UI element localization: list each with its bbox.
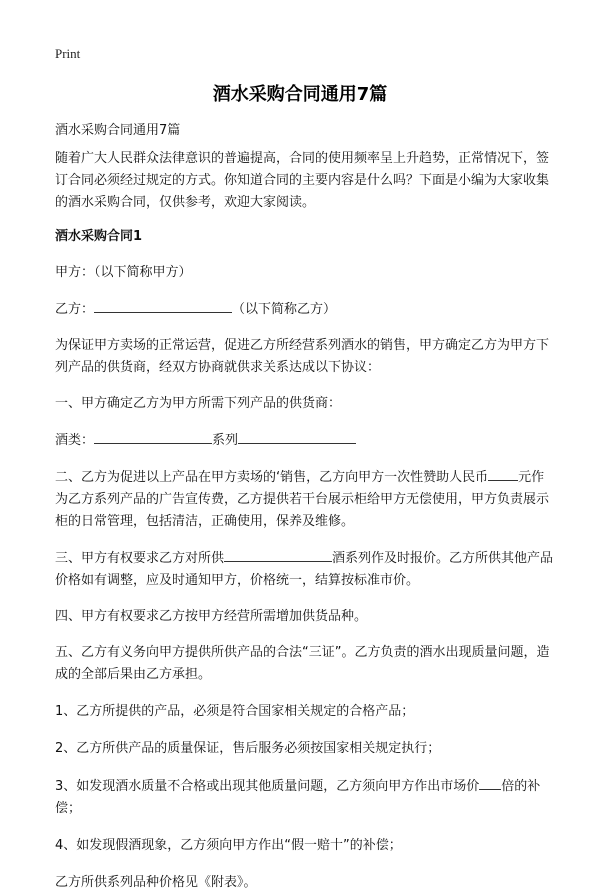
price-list-line: 乙方所供系列品种价格见《附表》。: [55, 875, 257, 890]
item-4: 4、如发现假酒现象，乙方须向甲方作出“假一赔十”的补偿；: [55, 838, 402, 853]
clause-2-part-a: 二、乙方为促进以上产品在甲方卖场的‘销售，乙方向甲方一次性赞助人民币: [55, 470, 489, 485]
item-3-part-b: 倍的补偿；: [55, 779, 541, 816]
clause-3-blank: [224, 547, 332, 562]
wine-type-blank-2: [238, 429, 356, 444]
item-2: 2、乙方所供产品的质量保证，售后服务必须按国家相关规定执行；: [55, 741, 441, 756]
page-title: 酒水采购合同通用7篇: [212, 84, 388, 105]
intro-paragraph: 随着广大人民群众法律意识的普遍提高，合同的使用频率呈上升趋势，正常情况下，签订合同必须经过规定的方式。你知道合同的主要内容是什么吗？下面是小编为大家收集的酒水采购合同，仅供参考，欢迎大家阅读。: [55, 151, 550, 210]
clause-3: [55, 547, 555, 592]
party-b-suffix: （以下简称乙方）: [232, 302, 337, 317]
item-1: 1、乙方所提供的产品，必须是符合国家相关规定的合格产品；: [55, 704, 415, 719]
clause-4: 四、甲方有权要求乙方按甲方经营所需增加供货品种。: [55, 609, 368, 624]
purpose-paragraph: 为保证甲方卖场的正常运营，促进乙方所经营系列酒水的销售，甲方确定乙方为甲方下列产品的供货商，经双方协商就供求关系达成以下协议：: [55, 338, 550, 375]
party-b-prefix: 乙方：: [55, 302, 95, 317]
print-link[interactable]: Print: [55, 46, 81, 61]
document-subtitle: 酒水采购合同通用7篇: [55, 123, 181, 138]
clause-2-part-b: 元作为乙方系列产品的广告宣传费，乙方提供若干台展示柜给甲方无偿使用，甲方负责展示柜的日常管理，包括清洁，正确使用，保养及维修。: [55, 470, 550, 529]
document-body: [55, 120, 555, 894]
clause-3-part-a: 三、甲方有权要求乙方对所供: [55, 551, 225, 566]
party-b-blank: [94, 298, 232, 313]
party-b-line: [55, 298, 555, 321]
item-3-part-a: 3、如发现酒水质量不合格或出现其他质量问题，乙方须向甲方作出市场价: [55, 779, 480, 794]
wine-type-prefix: 酒类：: [55, 433, 95, 448]
clause-3-part-b: 酒系列作及时报价。乙方所供其他产品价格如有调整，应及时通知甲方，价格统一，结算按标准市价。: [55, 551, 554, 588]
clause-5: 五、乙方有义务向甲方提供所供产品的合法“三证”。乙方负责的酒水出现质量问题，造成的全部后果由乙方承担。: [55, 645, 550, 682]
clause-2: [55, 466, 555, 533]
wine-type-mid: 系列: [212, 433, 239, 448]
wine-type-blank-1: [94, 429, 212, 444]
contract-heading: 酒水采购合同1: [55, 229, 143, 244]
item-3: [55, 775, 555, 820]
sponsorship-amount-blank: [488, 466, 518, 481]
clause-1: 一、甲方确定乙方为甲方所需下列产品的供货商：: [55, 396, 342, 411]
wine-type-line: [55, 429, 555, 452]
item-3-blank: [479, 775, 501, 790]
party-a-line: 甲方：（以下简称甲方）: [55, 265, 192, 280]
